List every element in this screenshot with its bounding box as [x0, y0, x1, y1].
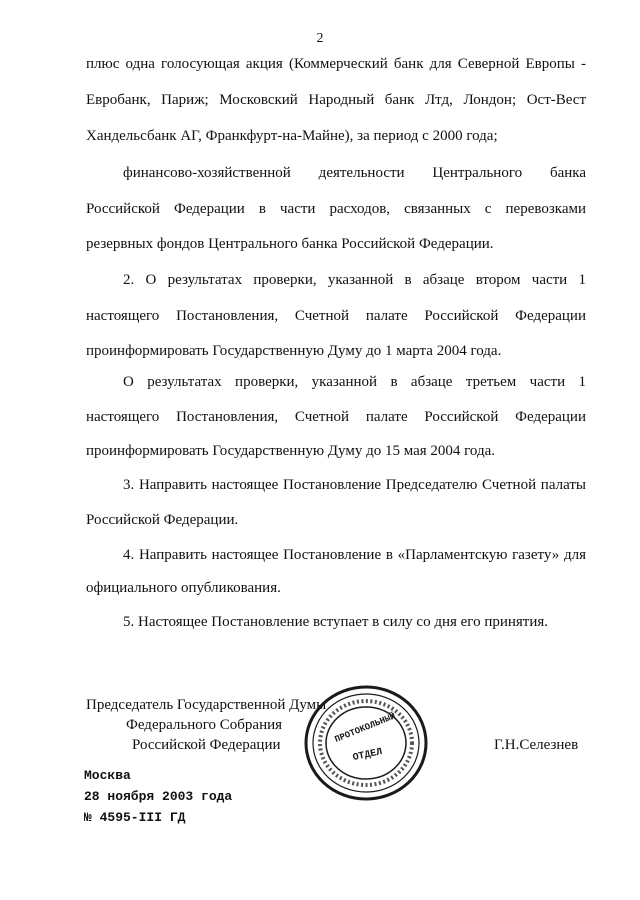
body-line: Российской Федерации в части расходов, связанных с перевозками: [86, 201, 586, 217]
body-line: 3. Направить настоящее Постановление Председателю Счетной палаты: [123, 477, 586, 493]
place-of-signing: Москва: [84, 768, 131, 783]
body-line: 2. О результатах проверки, указанной в абзаце втором части 1: [123, 272, 586, 288]
body-line: 5. Настоящее Постановление вступает в силу со дня его принятия.: [123, 614, 549, 630]
body-line: официального опубликования.: [86, 580, 281, 596]
signatory-name: Г.Н.Селезнев: [494, 737, 579, 753]
page-number: 2: [316, 31, 324, 46]
signatory-title: Российской Федерации: [132, 737, 281, 753]
body-line: Российской Федерации.: [86, 512, 239, 528]
signatory-title: Федерального Собрания: [126, 717, 283, 733]
body-line: проинформировать Государственную Думу до 1 марта 2004 года.: [86, 343, 502, 359]
svg-text:ПРОТОКОЛЬНЫЙ: ПРОТОКОЛЬНЫЙ: [333, 711, 398, 745]
body-line: 4. Направить настоящее Постановление в «Парламентскую газету» для: [123, 547, 586, 563]
signing-date: 28 ноября 2003 года: [84, 789, 233, 804]
document-number: № 4595-III ГД: [84, 810, 186, 825]
body-line: настоящего Постановления, Счетной палате Российской Федерации: [86, 308, 586, 324]
official-seal: [302, 682, 432, 804]
body-line: проинформировать Государственную Думу до 15 мая 2004 года.: [86, 443, 496, 459]
svg-text:ОТДЕЛ: ОТДЕЛ: [351, 747, 384, 765]
body-line: финансово-хозяйственной деятельности Центрального банка: [123, 165, 586, 181]
body-line: плюс одна голосующая акция (Коммерческий банк для Северной Европы -: [86, 56, 586, 72]
signatory-title: Председатель Государственной Думы: [86, 697, 327, 713]
body-line: настоящего Постановления, Счетной палате Российской Федерации: [86, 409, 586, 425]
body-line: Евробанк, Париж; Московский Народный банк Лтд, Лондон; Ост-Вест: [86, 92, 586, 108]
body-line: О результатах проверки, указанной в абзаце третьем части 1: [123, 374, 586, 390]
body-line: резервных фондов Центрального банка Российской Федерации.: [86, 236, 494, 252]
body-line: Хандельсбанк АГ, Франкфурт-на-Майне), за период с 2000 года;: [86, 128, 498, 144]
